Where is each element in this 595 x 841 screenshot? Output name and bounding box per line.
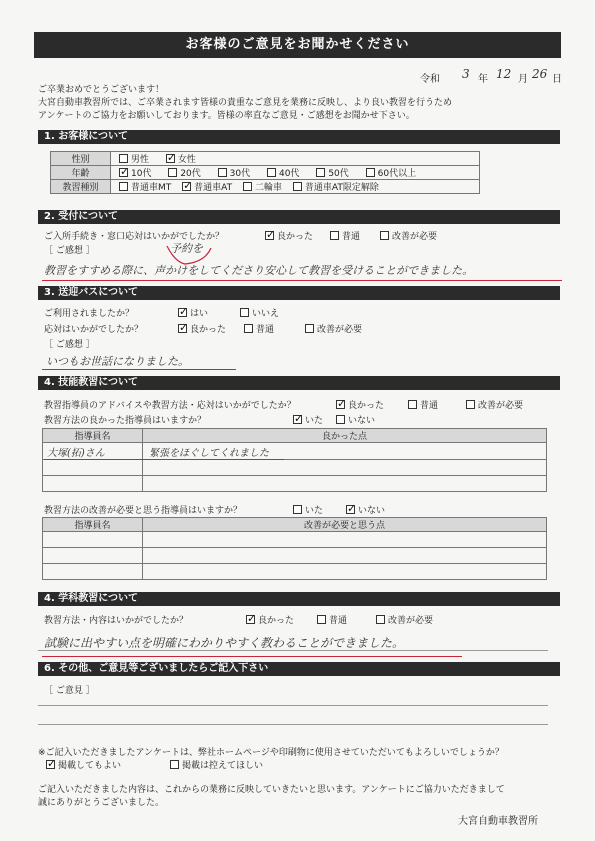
intro-line-2: 大宮自動車教習所では、ご卒業されます皆様の貴重なご意見を業務に反映し、より良い教習を行うため — [38, 98, 453, 108]
age-50s-option[interactable] — [316, 169, 348, 179]
instructor-advice-question: 教習指導員のアドバイスや教習方法・応対はいかがでしたか？ — [44, 401, 296, 411]
opinion-line-2[interactable] — [38, 724, 548, 725]
bus-normal-option[interactable] — [244, 322, 274, 335]
good-instructor-underline — [44, 459, 284, 460]
bus-improve-option[interactable] — [305, 322, 362, 335]
opinion-label: ［ ご意見 ］ — [44, 686, 95, 696]
age-20s-option[interactable] — [168, 169, 200, 179]
bus-good-label: 良かった — [190, 325, 227, 335]
gender-options — [111, 152, 480, 166]
gender-male-label: 男性 — [131, 155, 150, 165]
bus-good-checkbox[interactable] — [178, 324, 187, 333]
reception-good-option[interactable] — [265, 229, 313, 242]
course-bike-label: 二輪車 — [254, 183, 282, 193]
age-40s-checkbox[interactable] — [267, 168, 276, 177]
academic-improve-label: 改善が必要 — [388, 616, 434, 626]
gender-male-option[interactable] — [119, 155, 149, 165]
reception-improve-checkbox[interactable] — [380, 231, 389, 240]
academic-normal-option[interactable] — [317, 613, 347, 626]
consent-yes-option[interactable] — [46, 758, 121, 771]
section-6-heading: 6. その他、ご意見等ございましたらご記入下さい — [38, 662, 560, 676]
age-30s-checkbox[interactable] — [218, 168, 227, 177]
bus-service-question: 応対はいかがでしたか？ — [44, 325, 144, 335]
date-year: 3 — [462, 67, 470, 81]
bus-usage-no-checkbox[interactable] — [240, 308, 249, 317]
reception-comment[interactable]: 教習をすすめる際に、声かけをしてくださり安心して教習を受けることができました。 — [44, 264, 474, 277]
reception-improve-option[interactable] — [380, 229, 437, 242]
bus-comment-underline — [42, 369, 236, 370]
thanks-line-2: 誠にありがとうございました。 — [38, 798, 165, 808]
date-day-unit: 日 — [552, 74, 562, 85]
bus-normal-label: 普通 — [256, 325, 275, 335]
advice-normal-option[interactable] — [408, 398, 438, 411]
bus-usage-yes-label: はい — [190, 309, 209, 319]
course-label: 教習種別 — [51, 180, 111, 194]
bus-improve-label: 改善が必要 — [317, 325, 363, 335]
age-60s-checkbox[interactable] — [366, 168, 375, 177]
good-instructor-no-option[interactable] — [336, 413, 375, 426]
consent-no-label: 掲載は控えてほしい — [182, 761, 264, 771]
reception-improve-label: 改善が必要 — [392, 232, 438, 242]
good-row-empty-name[interactable] — [43, 460, 143, 476]
gender-female-option[interactable] — [166, 155, 196, 165]
good-col-point-header: 良かった点 — [143, 429, 547, 443]
reception-question: ご入所手続き・窓口応対はいかがでしたか？ — [44, 232, 225, 242]
academic-question: 教習方法・内容はいかがでしたか？ — [44, 616, 189, 626]
age-30s-label: 30代 — [229, 169, 251, 179]
date-month-unit: 月 — [518, 74, 528, 85]
good-instructor-question: 教習方法の良かった指導員はいますか？ — [44, 416, 207, 426]
age-20s-checkbox[interactable] — [168, 168, 177, 177]
consent-yes-label: 掲載してもよい — [58, 761, 122, 771]
bus-usage-yes-checkbox[interactable] — [178, 308, 187, 317]
thanks-line-1: ご記入いただきました内容は、これからの業務に反映していきたいと思います。アンケートにご協力いただきまして — [38, 785, 505, 795]
school-name: 大宮自動車教習所 — [458, 816, 538, 827]
section-3-heading: 3. 送迎バスについて — [38, 286, 560, 300]
consent-no-checkbox[interactable] — [170, 760, 179, 769]
consent-yes-checkbox[interactable] — [46, 760, 55, 769]
advice-normal-label: 普通 — [420, 401, 439, 411]
academic-normal-label: 普通 — [329, 616, 348, 626]
gender-label: 性別 — [51, 152, 111, 166]
age-30s-option[interactable] — [218, 169, 250, 179]
improve-instructor-yes-checkbox[interactable] — [293, 505, 302, 514]
age-options — [111, 166, 480, 180]
course-bike-option[interactable] — [243, 183, 282, 193]
course-options — [111, 180, 480, 194]
course-at-label: 普通車AT — [194, 183, 233, 193]
reception-normal-checkbox[interactable] — [330, 231, 339, 240]
age-10s-checkbox[interactable] — [119, 168, 128, 177]
advice-normal-checkbox[interactable] — [408, 400, 417, 409]
improve-row-name-3[interactable] — [43, 564, 143, 580]
form-title: お客様のご意見をお聞かせください — [34, 32, 561, 58]
date-era: 令和 — [420, 74, 440, 85]
intro-line-1: ご卒業おめでとうございます！ — [38, 85, 165, 95]
section-1-heading: 1. お客様について — [38, 130, 560, 144]
bus-impression-label: ［ ご感想 ］ — [44, 340, 95, 350]
good-instructor-yes-checkbox[interactable] — [293, 415, 302, 424]
good-instructor-no-checkbox[interactable] — [336, 415, 345, 424]
advice-improve-checkbox[interactable] — [466, 400, 475, 409]
improve-instructor-yes-option[interactable] — [293, 503, 323, 516]
improve-col-name-header: 指導員名 — [43, 518, 143, 532]
bus-normal-checkbox[interactable] — [244, 324, 253, 333]
date-month: 12 — [496, 67, 512, 81]
age-60s-label: 60代以上 — [377, 169, 417, 179]
academic-improve-option[interactable] — [376, 613, 433, 626]
improve-instructor-yes-label: いた — [305, 506, 324, 516]
course-at-checkbox[interactable] — [182, 182, 191, 191]
academic-good-option[interactable] — [246, 613, 294, 626]
good-instructor-yes-label: いた — [305, 416, 324, 426]
section-5-heading: 4. 学科教習について — [38, 592, 560, 606]
reception-normal-option[interactable] — [330, 229, 360, 242]
reception-impression-label: ［ ご感想 ］ — [44, 246, 95, 256]
customer-info-table — [50, 151, 480, 194]
consent-no-option[interactable] — [170, 758, 263, 771]
course-at-release-option[interactable] — [293, 183, 379, 193]
course-mt-option[interactable] — [119, 183, 171, 193]
intro-line-3: アンケートのご協力をお願いしております。皆様の率直なご意見・ご感想をお聞かせ下さい。 — [38, 111, 415, 121]
gender-female-checkbox[interactable] — [166, 154, 175, 163]
gender-female-label: 女性 — [177, 155, 196, 165]
improve-row-point-1[interactable] — [143, 532, 547, 548]
advice-good-checkbox[interactable] — [336, 400, 345, 409]
advice-good-option[interactable] — [336, 398, 384, 411]
improve-instructor-question: 教習方法の改善が必要と思う指導員はいますか？ — [44, 506, 243, 516]
bus-usage-question: ご利用されましたか？ — [44, 309, 135, 319]
gender-male-checkbox[interactable] — [119, 154, 128, 163]
reception-good-label: 良かった — [277, 232, 314, 242]
age-label: 年齢 — [51, 166, 111, 180]
reception-normal-label: 普通 — [342, 232, 361, 242]
course-at-release-checkbox[interactable] — [293, 182, 302, 191]
date-year-unit: 年 — [478, 74, 488, 85]
course-mt-label: 普通車MT — [131, 183, 172, 193]
improve-instructor-no-option[interactable] — [346, 503, 385, 516]
reception-handwritten-insert: 予約を — [170, 242, 203, 255]
improve-row-name-2[interactable] — [43, 548, 143, 564]
age-10s-option[interactable] — [119, 169, 151, 179]
good-row-empty-name-2[interactable] — [43, 476, 143, 492]
bus-usage-yes-option[interactable] — [178, 306, 208, 319]
good-row-empty-point-2[interactable] — [143, 476, 547, 492]
good-instructor-point[interactable]: 緊張をほぐしてくれました — [143, 443, 547, 460]
reception-comment-underline — [42, 280, 562, 281]
good-col-name-header: 指導員名 — [43, 429, 143, 443]
academic-improve-checkbox[interactable] — [376, 615, 385, 624]
good-instructor-yes-option[interactable] — [293, 413, 323, 426]
improve-row-point-3[interactable] — [143, 564, 547, 580]
advice-improve-option[interactable] — [466, 398, 523, 411]
improve-instructor-no-label: いない — [358, 506, 386, 516]
opinion-line-1[interactable] — [38, 705, 548, 706]
course-mt-checkbox[interactable] — [119, 182, 128, 191]
course-at-option[interactable] — [182, 183, 232, 193]
age-10s-label: 10代 — [131, 169, 152, 179]
academic-good-checkbox[interactable] — [246, 615, 255, 624]
improve-instructor-no-checkbox[interactable] — [346, 505, 355, 514]
improve-row-point-2[interactable] — [143, 548, 547, 564]
good-instructor-no-label: いない — [348, 416, 376, 426]
academic-good-label: 良かった — [258, 616, 295, 626]
advice-improve-label: 改善が必要 — [478, 401, 524, 411]
publication-consent-question: ※ご記入いただきましたアンケートは、弊社ホームページや印刷物に使用させていただいてもよろしいでしょうか？ — [38, 748, 504, 758]
improve-row-name-1[interactable] — [43, 532, 143, 548]
improve-instructor-table — [42, 517, 547, 580]
date-day: 26 — [532, 67, 548, 81]
academic-ruled-line — [38, 650, 548, 651]
academic-comment[interactable]: 試験に出やすい点を明確にわかりやすく教わることができました。 — [44, 636, 405, 650]
section-4-heading: 4. 技能教習について — [38, 376, 560, 390]
course-bike-checkbox[interactable] — [243, 182, 252, 191]
bus-comment[interactable]: いつもお世話になりました。 — [46, 355, 189, 368]
academic-normal-checkbox[interactable] — [317, 615, 326, 624]
bus-improve-checkbox[interactable] — [305, 324, 314, 333]
age-20s-label: 20代 — [180, 169, 201, 179]
age-60s-option[interactable] — [366, 169, 416, 179]
good-instructor-table — [42, 428, 547, 492]
age-40s-label: 40代 — [278, 169, 300, 179]
age-50s-label: 50代 — [328, 169, 349, 179]
academic-comment-underline — [42, 656, 462, 657]
good-instructor-name[interactable]: 大塚(拓)さん — [43, 443, 143, 460]
improve-col-point-header: 改善が必要と思う点 — [143, 518, 547, 532]
bus-usage-no-label: いいえ — [252, 309, 280, 319]
section-2-heading: 2. 受付について — [38, 210, 560, 224]
course-at-release-label: 普通車AT限定解除 — [304, 183, 379, 193]
age-40s-option[interactable] — [267, 169, 299, 179]
age-50s-checkbox[interactable] — [316, 168, 325, 177]
advice-good-label: 良かった — [348, 401, 385, 411]
good-row-empty-point[interactable] — [143, 460, 547, 476]
reception-good-checkbox[interactable] — [265, 231, 274, 240]
bus-good-option[interactable] — [178, 322, 226, 335]
bus-usage-no-option[interactable] — [240, 306, 279, 319]
